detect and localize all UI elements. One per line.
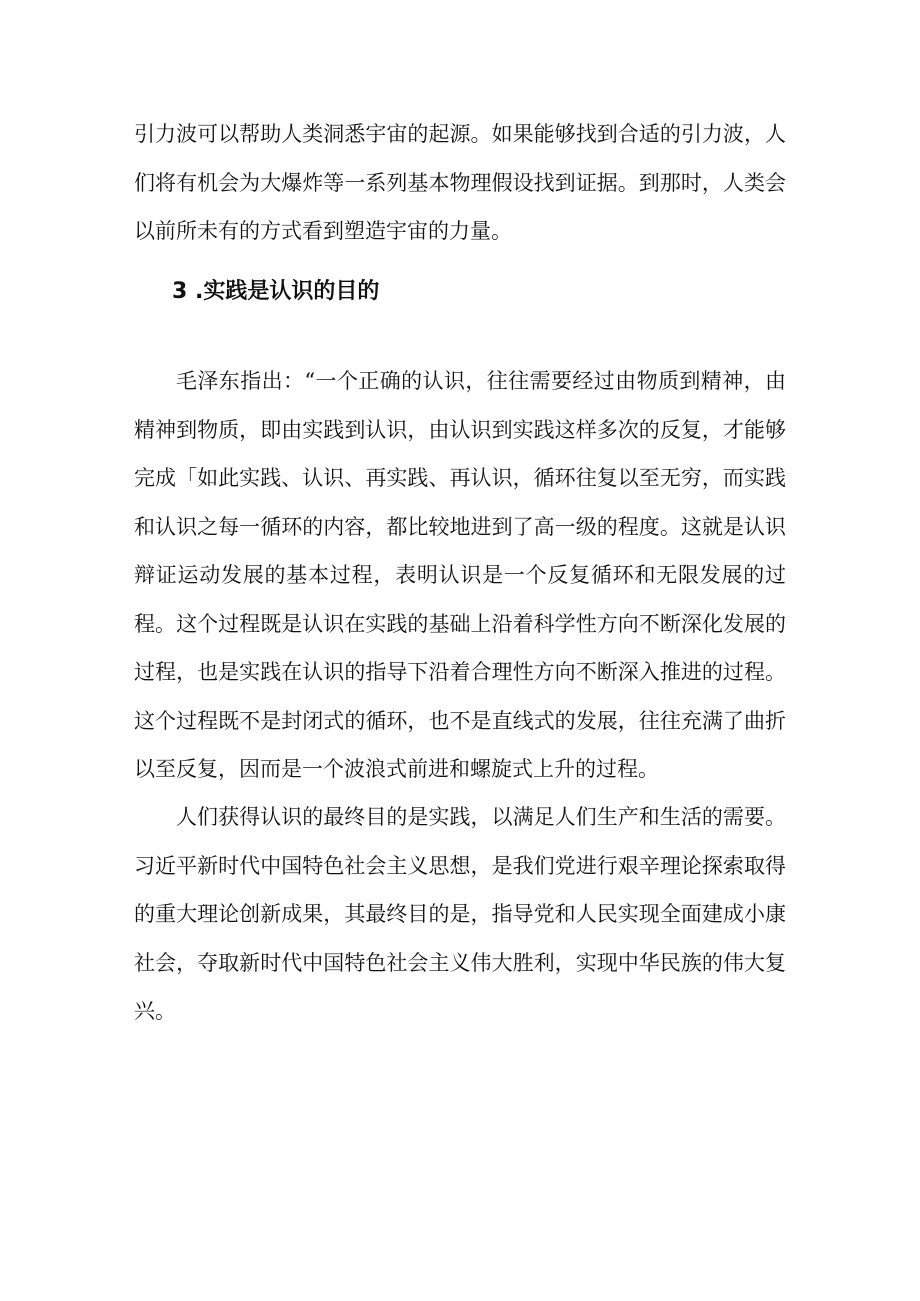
section-heading: 3 .实践是认识的目的 [172, 279, 380, 304]
body-paragraph-gravitational-waves: 引力波可以帮助人类洞悉宇宙的起源。如果能够找到合适的引力波，人们将有机会为大爆炸等一系列基本物理假设找到证据。到那时，人类会以前所未有的方式看到塑造宇宙的力量。 [134, 122, 786, 243]
body-paragraph-practice-goal: 人们获得认识的最终目的是实践，以满足人们生产和生活的需要。习近平新时代中国特色社会主义思想，是我们党进行艰辛理论探索取得的重大理论创新成果，其最终目的是，指导党和人民实现全面建成小康社会，夺取新时代中国特色社会主义伟大胜利，实现中华民族的伟大复兴。 [134, 805, 786, 1023]
body-paragraph-mao-quote: 毛泽东指出：“一个正确的认识，往往需要经过由物质到精神，由精神到物质，即由实践到认识，由认识到实践这样多次的反复，才能够完成「如此实践、认识、再实践、再认识，循环往复以至无穷，而实践和认识之每一循环的内容，都比较地进到了高一级的程度。这就是认识辩证运动发展的基本过程，表明认识是一个反复循环和无限发展的过程。这个过程既是认识在实践的基础上沿着科学性方向不断深化发展的过程，也是实践在认识的指导下沿着合理性方向不断深入推进的过程。这个过程既不是封闭式的循环，也不是直线式的发展，往往充满了曲折以至反复，因而是一个波浪式前进和螺旋式上升的过程。 [134, 369, 786, 781]
